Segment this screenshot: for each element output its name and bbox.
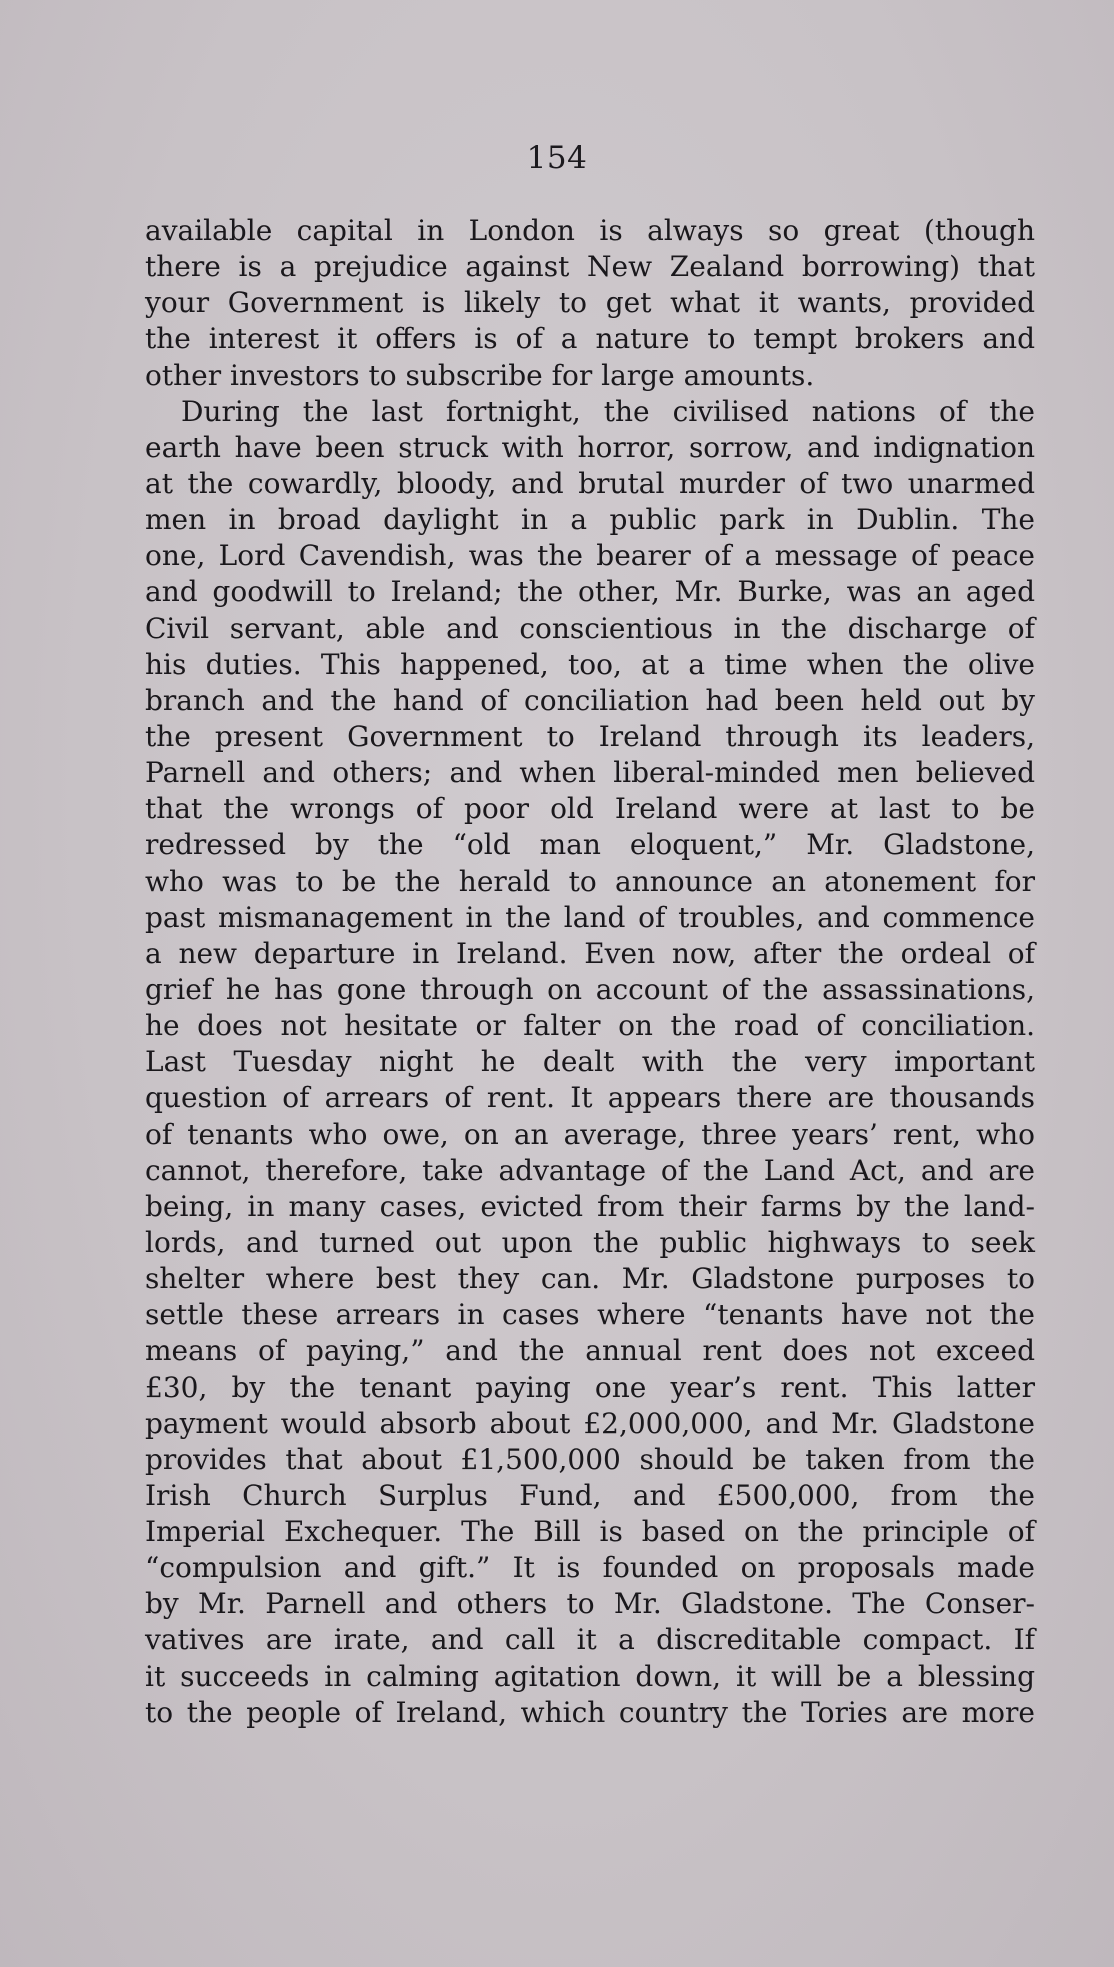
- text-line: he does not hesitate or falter on the road of conciliation.: [145, 1009, 1035, 1043]
- text-line: to the people of Ireland, which country the Tories are more: [145, 1695, 1035, 1729]
- text-line: men in broad daylight in a public park in Dublin. The: [145, 503, 1035, 537]
- text-line: being, in many cases, evicted from their farms by the land-: [145, 1189, 1035, 1223]
- text-line: payment would absorb about £2,000,000, and Mr. Gladstone: [145, 1406, 1035, 1440]
- text-line: cannot, therefore, take advantage of the Land Act, and are: [145, 1153, 1035, 1187]
- text-line: at the cowardly, bloody, and brutal murder of two unarmed: [145, 466, 1035, 500]
- text-line: by Mr. Parnell and others to Mr. Gladstone. The Conser-: [145, 1587, 1035, 1621]
- text-line: who was to be the herald to announce an atonement for: [145, 864, 1035, 898]
- page-number: 154: [526, 140, 588, 176]
- text-line: available capital in London is always so great (though: [145, 214, 1035, 247]
- text-line: his duties. This happened, too, at a time when the olive: [145, 647, 1035, 681]
- text-line: Last Tuesday night he dealt with the very important: [145, 1045, 1035, 1079]
- text-line: past mismanagement in the land of troubles, and commence: [145, 900, 1035, 934]
- text-line: that the wrongs of poor old Ireland were at last to be: [145, 792, 1035, 826]
- text-line: means of paying,” and the annual rent does not exceed: [145, 1334, 1035, 1368]
- text-line: and goodwill to Ireland; the other, Mr. Burke, was an aged: [145, 575, 1035, 609]
- text-line: branch and the hand of conciliation had been held out by: [145, 683, 1035, 717]
- text-line: of tenants who owe, on an average, three years’ rent, who: [145, 1117, 1035, 1151]
- text-line: it succeeds in calming agitation down, it will be a blessing: [145, 1659, 1035, 1693]
- text-line: your Government is likely to get what it wants, provided: [145, 286, 1035, 320]
- text-line: Irish Church Surplus Fund, and £500,000, from the: [145, 1478, 1035, 1512]
- text-line: one, Lord Cavendish, was the bearer of a message of peace: [145, 539, 1035, 573]
- text-line: Imperial Exchequer. The Bill is based on the principle of: [145, 1515, 1035, 1549]
- text-line: Civil servant, able and conscientious in the discharge of: [145, 611, 1035, 645]
- text-line: provides that about £1,500,000 should be taken from the: [145, 1442, 1035, 1476]
- text-line: settle these arrears in cases where “tenants have not the: [145, 1298, 1035, 1332]
- text-line: the present Government to Ireland through its leaders,: [145, 719, 1035, 753]
- text-line: Parnell and others; and when liberal-minded men believed: [145, 756, 1035, 790]
- text-line: lords, and turned out upon the public highways to seek: [145, 1225, 1035, 1259]
- text-line: there is a prejudice against New Zealand borrowing) that: [145, 250, 1035, 284]
- text-line: the interest it offers is of a nature to tempt brokers and: [145, 322, 1035, 356]
- text-line: earth have been struck with horror, sorrow, and indignation: [145, 430, 1035, 464]
- text-line: redressed by the “old man eloquent,” Mr. Gladstone,: [145, 828, 1035, 862]
- text-line: vatives are irate, and call it a discreditable compact. If: [145, 1623, 1035, 1657]
- text-line: shelter where best they can. Mr. Gladstone purposes to: [145, 1262, 1035, 1296]
- text-line: question of arrears of rent. It appears there are thousands: [145, 1081, 1035, 1115]
- body-text: [145, 213, 1035, 1731]
- text-line: £30, by the tenant paying one year’s rent. This latter: [145, 1370, 1035, 1404]
- text-line: During the last fortnight, the civilised nations of the: [181, 394, 1035, 428]
- text-line: “compulsion and gift.” It is founded on proposals made: [145, 1551, 1035, 1585]
- text-line: a new departure in Ireland. Even now, after the ordeal of: [145, 936, 1035, 970]
- text-line: other investors to subscribe for large amounts.: [145, 358, 815, 392]
- text-line: grief he has gone through on account of the assassinations,: [145, 972, 1035, 1006]
